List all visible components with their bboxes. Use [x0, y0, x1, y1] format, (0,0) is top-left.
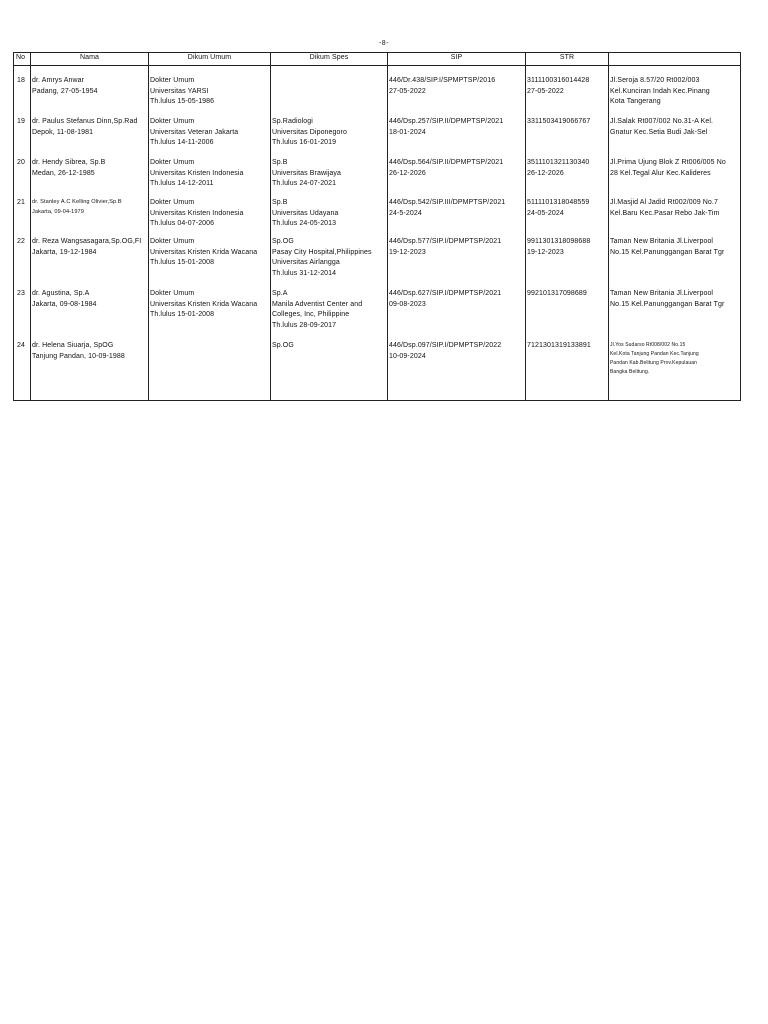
table-row — [14, 237, 741, 289]
table-row — [14, 158, 741, 198]
cell-dikum-umum-line: Dokter Umum — [150, 77, 195, 84]
cell-sip — [388, 198, 526, 237]
cell-sip-line: 446/Dsp.627/SIP.I/DPMPTSP/2021 — [389, 290, 502, 297]
cell-dikum-spes-line: Th.lulus 16-01-2019 — [272, 139, 337, 146]
cell-dikum-spes-line: Manila Adventist Center and — [272, 300, 363, 308]
table-row — [14, 76, 741, 117]
cell-dikum-umum — [149, 289, 271, 341]
cell-alamat-line: Pandan Kab.Belitung Prov.Kepulauan — [610, 360, 697, 366]
cell-sip-line: 446/Dsp.564/SIP.II/DPMPTSP/2021 — [389, 159, 504, 166]
cell-nama — [31, 341, 149, 394]
cell-str — [526, 198, 609, 237]
cell-nama-line: Tanjung Pandan, 10-09-1988 — [32, 352, 125, 360]
cell-str-line: 5111101318048559 — [527, 199, 590, 206]
cell-str — [526, 158, 609, 198]
cell-nama-line: Jakarta, 09-08-1984 — [32, 300, 97, 308]
cell-sip — [388, 237, 526, 289]
cell-str-line: 26-12-2026 — [527, 169, 564, 177]
cell-dikum-spes-line: Sp.Radiologi — [272, 118, 313, 125]
table-header-row — [14, 53, 741, 66]
cell-dikum-umum-line: Universitas Kristen Krida Wacana — [150, 248, 258, 256]
cell-dikum-umum-line: Universitas Kristen Indonesia — [150, 209, 244, 217]
cell-dikum-umum-line: Th.lulus 14-11-2006 — [150, 139, 214, 146]
cell-alamat — [609, 289, 741, 341]
column-header-dikum-umum: Dikum Umum — [149, 53, 271, 66]
cell-sip-line: 10-09-2024 — [389, 352, 426, 360]
cell-alamat-line: Taman New Britania Jl.Liverpool — [610, 238, 714, 245]
cell-alamat — [609, 158, 741, 198]
cell-alamat-line: Jl.Salak Rt007/002 No.31-A Kel. — [610, 118, 714, 125]
cell-nama-line: Medan, 26-12-1985 — [32, 169, 95, 177]
column-header-nama: Nama — [31, 53, 149, 66]
cell-str-line: 24-05-2024 — [527, 209, 564, 217]
doctor-table — [13, 52, 741, 401]
cell-dikum-spes — [271, 341, 388, 394]
cell-dikum-umum — [149, 341, 271, 394]
cell-nama-line: dr. Paulus Stefanus Dinn,Sp.Rad — [32, 118, 138, 125]
cell-no: 23 — [14, 289, 31, 341]
cell-dikum-spes — [271, 198, 388, 237]
cell-nama — [31, 198, 149, 237]
cell-dikum-umum-line: Dokter Umum — [150, 238, 195, 245]
table-body — [14, 66, 741, 401]
cell-dikum-umum-line: Th.lulus 04-07-2006 — [150, 220, 215, 227]
cell-dikum-spes-line: Universitas Airlangga — [272, 259, 340, 266]
cell-alamat-line: Bangka Belitung. — [610, 369, 650, 375]
cell-dikum-spes-line: Sp.OG — [272, 238, 294, 245]
cell-alamat-line: Jl.Seroja 8.57/20 Rt002/003 — [610, 77, 700, 84]
cell-dikum-spes — [271, 237, 388, 289]
cell-str-line: 3511101321130340 — [527, 159, 590, 166]
cell-sip — [388, 158, 526, 198]
cell-dikum-spes-line: Sp.B — [272, 199, 288, 206]
cell-nama-line: dr. Hendy Sibrea, Sp.B — [32, 159, 106, 166]
cell-alamat-line: Gnatur Kec.Setia Budi Jak-Sel — [610, 128, 708, 136]
cell-dikum-umum — [149, 158, 271, 198]
cell-sip-line: 446/Dsp.257/SIP.II/DPMPTSP/2021 — [389, 118, 504, 125]
cell-str — [526, 117, 609, 158]
cell-dikum-spes-line: Sp.OG — [272, 342, 294, 349]
cell-nama — [31, 158, 149, 198]
cell-sip — [388, 117, 526, 158]
cell-dikum-spes-line: Universitas Udayana — [272, 209, 339, 217]
table-row — [14, 117, 741, 158]
cell-nama — [31, 289, 149, 341]
cell-str — [526, 289, 609, 341]
cell-no: 20 — [14, 158, 31, 198]
cell-dikum-umum — [149, 237, 271, 289]
table-row — [14, 198, 741, 237]
cell-dikum-spes-line: Pasay City Hospital,Philippines — [272, 248, 372, 256]
page-number: -8- — [378, 40, 390, 47]
cell-nama-line: dr. Agustina, Sp.A — [32, 290, 90, 297]
cell-dikum-spes-line: Sp.A — [272, 290, 288, 297]
cell-dikum-umum-line: Universitas Veteran Jakarta — [150, 128, 239, 136]
column-header-no: No — [14, 53, 31, 66]
cell-sip-line: 26-12-2026 — [389, 169, 426, 177]
column-header-dikum-spes: Dikum Spes — [271, 53, 388, 66]
cell-sip — [388, 341, 526, 394]
cell-str-line: 19-12-2023 — [527, 248, 564, 256]
cell-alamat-line: Jl.Yos Sudarso Rt008/002 No.15 — [610, 342, 686, 348]
cell-dikum-spes-line: Colleges, Inc, Philippine — [272, 311, 350, 318]
header-spacer-row — [14, 66, 741, 77]
cell-dikum-spes-line: Th.lulus 28-09-2017 — [272, 321, 337, 329]
cell-sip-line: 09-08-2023 — [389, 300, 426, 308]
cell-alamat — [609, 117, 741, 158]
column-header-sip: SIP — [388, 53, 526, 66]
cell-nama-line: dr. Stanley A.C Kelling Olivier,Sp.B — [32, 199, 122, 205]
cell-sip-line: 24-5-2024 — [389, 209, 422, 217]
cell-str — [526, 76, 609, 117]
cell-alamat-line: Taman New Britania Jl.Liverpool — [610, 290, 714, 297]
cell-nama-line: Jakarta, 19-12-1984 — [32, 248, 97, 256]
cell-alamat-line: No.15 Kel.Panunggangan Barat Tgr — [610, 248, 725, 256]
cell-dikum-spes — [271, 117, 388, 158]
column-header-str: STR — [526, 53, 609, 66]
cell-sip-line: 446/Dr.438/SIP.I/SPMPTSP/2016 — [389, 77, 496, 84]
cell-dikum-spes — [271, 76, 388, 117]
cell-dikum-umum-line: Th.lulus 15-05-1986 — [150, 98, 215, 105]
cell-sip-line: 18-01-2024 — [389, 128, 426, 136]
cell-alamat-line: Kel.Kota Tanjung Pandan Kec.Tanjung — [610, 351, 699, 357]
cell-str — [526, 341, 609, 394]
cell-sip-line: 27-05-2022 — [389, 87, 426, 95]
cell-sip — [388, 76, 526, 117]
cell-nama-line: Padang, 27-05-1954 — [32, 87, 98, 95]
cell-alamat-line: Kota Tangerang — [610, 98, 661, 105]
cell-dikum-umum — [149, 76, 271, 117]
cell-dikum-umum-line: Dokter Umum — [150, 290, 195, 297]
cell-dikum-umum-line: Th.lulus 15-01-2008 — [150, 259, 215, 266]
cell-dikum-spes-line: Th.lulus 24-05-2013 — [272, 220, 337, 227]
cell-dikum-spes-line: Th.lulus 31-12-2014 — [272, 269, 337, 277]
cell-dikum-umum-line: Th.lulus 14-12-2011 — [150, 180, 214, 187]
cell-str-line: 9911301318098688 — [527, 238, 591, 245]
cell-alamat-line: No.15 Kel.Panunggangan Barat Tgr — [610, 300, 725, 308]
cell-alamat — [609, 341, 741, 394]
cell-no: 24 — [14, 341, 31, 394]
cell-no: 21 — [14, 198, 31, 237]
table-bottom-pad — [14, 394, 741, 401]
cell-alamat — [609, 198, 741, 237]
table-row — [14, 289, 741, 341]
cell-dikum-spes — [271, 289, 388, 341]
cell-nama-line: dr. Helena Siuarja, SpOG — [32, 342, 114, 349]
cell-dikum-umum — [149, 198, 271, 237]
cell-alamat — [609, 237, 741, 289]
cell-no: 22 — [14, 237, 31, 289]
cell-dikum-umum-line: Th.lulus 15-01-2008 — [150, 311, 215, 318]
cell-dikum-umum-line: Universitas YARSI — [150, 87, 209, 95]
cell-str — [526, 237, 609, 289]
cell-no: 18 — [14, 76, 31, 117]
cell-sip-line: 446/Dsp.542/SIP.III/DPMPTSP/2021 — [389, 199, 506, 206]
cell-nama-line: Jakarta, 09-04-1979 — [32, 208, 84, 215]
cell-alamat-line: 28 Kel.Tegal Alur Kec.Kalideres — [610, 169, 711, 177]
cell-alamat — [609, 76, 741, 117]
cell-alamat-line: Jl.Masjid Al Jadid Rt002/009 No.7 — [610, 199, 718, 206]
cell-nama-line: dr. Reza Wangsasagara,Sp.OG,FI — [32, 238, 142, 245]
cell-alamat-line: Kel.Baru Kec.Pasar Rebo Jak-Tim — [610, 209, 720, 217]
cell-str-line: 992101317098689 — [527, 290, 587, 297]
cell-dikum-spes-line: Th.lulus 24-07-2021 — [272, 180, 337, 187]
cell-str-line: 3311503419066767 — [527, 118, 591, 125]
cell-alamat-line: Kel.Kunciran Indah Kec.Pinang — [610, 87, 710, 95]
cell-dikum-umum-line: Dokter Umum — [150, 199, 195, 206]
cell-nama — [31, 76, 149, 117]
table-row — [14, 341, 741, 394]
cell-dikum-spes-line: Universitas Diponegoro — [272, 128, 347, 136]
cell-nama-line: dr. Amrys Anwar — [32, 77, 85, 84]
cell-dikum-umum — [149, 117, 271, 158]
cell-sip — [388, 289, 526, 341]
cell-sip-line: 446/Dsp.577/SIP.I/DPMPTSP/2021 — [389, 238, 502, 245]
cell-nama-line: Depok, 11-08-1981 — [32, 128, 94, 136]
cell-alamat-line: Jl.Prima Ujung Blok Z Rt006/005 No — [610, 159, 726, 166]
cell-dikum-umum-line: Dokter Umum — [150, 118, 195, 125]
cell-nama — [31, 237, 149, 289]
cell-str-line: 7121301319133891 — [527, 342, 591, 349]
cell-dikum-umum-line: Universitas Kristen Krida Wacana — [150, 300, 258, 308]
cell-str-line: 27-05-2022 — [527, 87, 564, 95]
column-header-alamat — [609, 53, 741, 66]
cell-sip-line: 19-12-2023 — [389, 248, 426, 256]
cell-dikum-umum-line: Dokter Umum — [150, 159, 195, 166]
cell-dikum-spes-line: Sp.B — [272, 159, 288, 166]
cell-nama — [31, 117, 149, 158]
cell-dikum-spes — [271, 158, 388, 198]
cell-no: 19 — [14, 117, 31, 158]
cell-dikum-umum-line: Universitas Kristen Indonesia — [150, 169, 244, 177]
cell-str-line: 3111100316014428 — [527, 77, 590, 84]
cell-dikum-spes-line: Universitas Brawijaya — [272, 169, 342, 177]
cell-sip-line: 446/Dsp.097/SIP.I/DPMPTSP/2022 — [389, 342, 502, 349]
